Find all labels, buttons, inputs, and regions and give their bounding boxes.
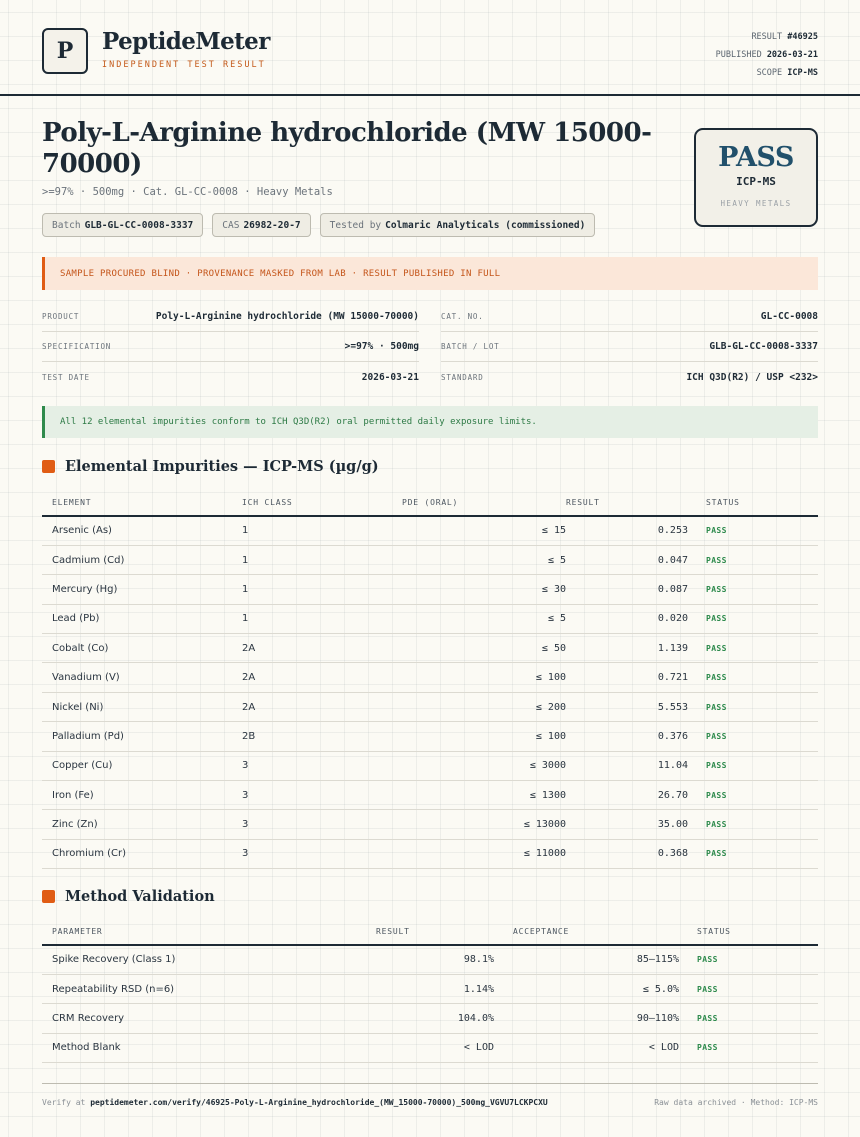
info-label: BATCH / LOT	[441, 342, 500, 351]
blind-procurement-notice: SAMPLE PROCURED BLIND · PROVENANCE MASKED FROM LAB · RESULT PUBLISHED IN FULL	[42, 257, 818, 290]
validation-table	[42, 918, 818, 1063]
element-cell: Cadmium (Cd)	[42, 545, 242, 574]
column-header-parameter: PARAMETER	[42, 918, 342, 945]
element-cell: Lead (Pb)	[42, 604, 242, 633]
meta-scope-value: ICP-MS	[787, 68, 818, 78]
pde-cell: ≤ 15	[402, 516, 566, 545]
parameter-cell: Spike Recovery (Class 1)	[42, 945, 342, 974]
info-row-standard	[441, 362, 818, 392]
validation-title-text: Method Validation	[65, 888, 215, 905]
pde-cell: ≤ 1300	[402, 781, 566, 810]
element-cell: Zinc (Zn)	[42, 810, 242, 839]
info-row-batch-lot	[441, 332, 818, 362]
table-row	[42, 575, 818, 604]
status-badge: PASS	[688, 604, 818, 633]
result-cell: 0.020	[566, 604, 688, 633]
result-cell: 1.139	[566, 634, 688, 663]
ich-class-cell: 1	[242, 575, 402, 604]
status-badge: PASS	[688, 663, 818, 692]
report-header	[0, 0, 860, 96]
info-label: PRODUCT	[42, 312, 80, 321]
pde-cell: ≤ 100	[402, 663, 566, 692]
parameter-cell: CRM Recovery	[42, 1004, 342, 1033]
status-badge: PASS	[688, 781, 818, 810]
table-row	[42, 545, 818, 574]
table-row	[42, 839, 818, 868]
impurities-table-body	[42, 516, 818, 869]
result-cell: 0.376	[566, 722, 688, 751]
brand-logo: P	[42, 28, 88, 74]
element-cell: Copper (Cu)	[42, 751, 242, 780]
status-badge: PASS	[679, 974, 818, 1003]
column-header-result: RESULT	[342, 918, 494, 945]
meta-scope-label: SCOPE	[756, 68, 783, 78]
product-subtitle: >=97% · 500mg · Cat. GL-CC-0008 · Heavy Metals	[42, 186, 333, 198]
table-row	[42, 634, 818, 663]
brand-tagline: INDEPENDENT TEST RESULT	[102, 60, 266, 70]
result-cell: 26.70	[566, 781, 688, 810]
section-marker-icon	[42, 890, 55, 903]
status-badge: PASS	[688, 751, 818, 780]
verify-label: Verify at	[42, 1098, 86, 1107]
info-row-cat-no	[441, 302, 818, 332]
info-label: SPECIFICATION	[42, 342, 112, 351]
ich-class-cell: 2A	[242, 663, 402, 692]
info-row-product	[42, 302, 419, 332]
info-value: ICH Q3D(R2) / USP <232>	[686, 371, 818, 383]
status-badge: PASS	[688, 545, 818, 574]
meta-scope	[716, 64, 818, 82]
element-cell: Vanadium (V)	[42, 663, 242, 692]
info-value: GLB-GL-CC-0008-3337	[709, 341, 818, 352]
brand-name: PeptideMeter	[102, 28, 270, 55]
column-header-status: STATUS	[679, 918, 818, 945]
pde-cell: ≤ 30	[402, 575, 566, 604]
element-cell: Cobalt (Co)	[42, 634, 242, 663]
conformance-banner: All 12 elemental impurities conform to ICH Q3D(R2) oral permitted daily exposure limits.	[42, 406, 818, 438]
chip-value: 26982-20-7	[243, 219, 301, 231]
status-badge: PASS	[679, 1004, 818, 1033]
status-badge: PASS	[688, 810, 818, 839]
result-cell: 0.368	[566, 839, 688, 868]
product-info-grid	[42, 302, 818, 392]
element-cell: Palladium (Pd)	[42, 722, 242, 751]
info-column-left	[42, 302, 419, 392]
column-header-result: RESULT	[566, 489, 688, 516]
chip-label: CAS	[222, 219, 240, 231]
chip-label: Batch	[52, 219, 81, 231]
status-badge: PASS	[688, 839, 818, 868]
tested-by-chip	[320, 213, 596, 237]
stamp-method: ICP-MS	[736, 175, 776, 188]
pde-cell: ≤ 5	[402, 604, 566, 633]
stamp-verdict: PASS	[718, 142, 794, 173]
impurities-table	[42, 489, 818, 869]
table-row	[42, 692, 818, 721]
impurities-header-row	[42, 489, 818, 516]
table-row	[42, 663, 818, 692]
pde-cell: ≤ 100	[402, 722, 566, 751]
info-value: GL-CC-0008	[760, 311, 818, 322]
impurities-section-title	[42, 458, 379, 475]
ich-class-cell: 2B	[242, 722, 402, 751]
info-label: CAT. NO.	[441, 312, 484, 321]
acceptance-cell: 85–115%	[494, 945, 679, 974]
pde-cell: ≤ 3000	[402, 751, 566, 780]
info-row-specification	[42, 332, 419, 362]
verify-line	[42, 1098, 548, 1107]
status-badge: PASS	[679, 1033, 818, 1062]
pass-stamp	[694, 128, 818, 227]
table-row	[42, 974, 818, 1003]
status-badge: PASS	[688, 722, 818, 751]
table-row	[42, 810, 818, 839]
info-label: TEST DATE	[42, 372, 90, 382]
result-cell: 35.00	[566, 810, 688, 839]
report-footer	[42, 1083, 818, 1107]
batch-chip	[42, 213, 203, 237]
result-cell: < LOD	[342, 1033, 494, 1062]
table-row	[42, 722, 818, 751]
table-row	[42, 604, 818, 633]
status-badge: PASS	[688, 575, 818, 604]
status-badge: PASS	[688, 516, 818, 545]
pde-cell: ≤ 5	[402, 545, 566, 574]
ich-class-cell: 2A	[242, 692, 402, 721]
parameter-cell: Method Blank	[42, 1033, 342, 1062]
ich-class-cell: 3	[242, 810, 402, 839]
column-header-pde: PDE (ORAL)	[402, 489, 566, 516]
product-title: Poly-L-Arginine hydrochloride (MW 15000-70000)	[42, 118, 652, 179]
result-cell: 0.047	[566, 545, 688, 574]
column-header-acceptance: ACCEPTANCE	[494, 918, 679, 945]
acceptance-cell: 90–110%	[494, 1004, 679, 1033]
info-row-test-date	[42, 362, 419, 392]
element-cell: Chromium (Cr)	[42, 839, 242, 868]
parameter-cell: Repeatability RSD (n=6)	[42, 974, 342, 1003]
cas-chip	[212, 213, 310, 237]
meta-published-value: 2026-03-21	[766, 50, 818, 60]
validation-header-row	[42, 918, 818, 945]
column-header-element: ELEMENT	[42, 489, 242, 516]
pde-cell: ≤ 200	[402, 692, 566, 721]
verify-link[interactable]: peptidemeter.com/verify/46925-Poly-L-Arginine_hydrochloride_(MW_15000-70000)_500mg_VGVU7LCKPCXU	[90, 1098, 548, 1107]
section-marker-icon	[42, 460, 55, 473]
table-row	[42, 945, 818, 974]
info-label: STANDARD	[441, 372, 484, 382]
acceptance-cell: < LOD	[494, 1033, 679, 1062]
result-cell: 0.087	[566, 575, 688, 604]
product-chips	[42, 213, 595, 237]
result-cell: 1.14%	[342, 974, 494, 1003]
validation-table-body	[42, 945, 818, 1063]
validation-section-title	[42, 888, 215, 905]
status-badge: PASS	[679, 945, 818, 974]
ich-class-cell: 1	[242, 516, 402, 545]
pde-cell: ≤ 13000	[402, 810, 566, 839]
status-badge: PASS	[688, 634, 818, 663]
chip-value: Colmaric Analyticals (commissioned)	[385, 219, 586, 231]
result-cell: 11.04	[566, 751, 688, 780]
element-cell: Nickel (Ni)	[42, 692, 242, 721]
element-cell: Mercury (Hg)	[42, 575, 242, 604]
table-row	[42, 751, 818, 780]
meta-result-value: #46925	[787, 32, 818, 42]
archive-note: Raw data archived · Method: ICP-MS	[654, 1098, 818, 1107]
element-cell: Arsenic (As)	[42, 516, 242, 545]
chip-label: Tested by	[329, 219, 382, 231]
result-cell: 98.1%	[342, 945, 494, 974]
info-value: 2026-03-21	[361, 371, 419, 383]
column-header-ich-class: ICH CLASS	[242, 489, 402, 516]
ich-class-cell: 2A	[242, 634, 402, 663]
table-row	[42, 781, 818, 810]
column-header-status: STATUS	[688, 489, 818, 516]
ich-class-cell: 1	[242, 545, 402, 574]
meta-result	[716, 28, 818, 46]
meta-published	[716, 46, 818, 64]
ich-class-cell: 3	[242, 781, 402, 810]
stamp-scope: HEAVY METALS	[720, 199, 792, 208]
table-row	[42, 1033, 818, 1062]
acceptance-cell: ≤ 5.0%	[494, 974, 679, 1003]
pde-cell: ≤ 11000	[402, 839, 566, 868]
info-value: Poly-L-Arginine hydrochloride (MW 15000-70000)	[155, 311, 419, 322]
meta-result-label: RESULT	[751, 32, 783, 42]
meta-published-label: PUBLISHED	[715, 50, 762, 60]
info-column-right	[441, 302, 818, 392]
ich-class-cell: 1	[242, 604, 402, 633]
ich-class-cell: 3	[242, 839, 402, 868]
result-cell: 0.721	[566, 663, 688, 692]
chip-value: GLB-GL-CC-0008-3337	[84, 219, 194, 231]
table-row	[42, 516, 818, 545]
result-cell: 5.553	[566, 692, 688, 721]
result-cell: 104.0%	[342, 1004, 494, 1033]
element-cell: Iron (Fe)	[42, 781, 242, 810]
table-row	[42, 1004, 818, 1033]
status-badge: PASS	[688, 692, 818, 721]
impurities-title-text: Elemental Impurities — ICP-MS (µg/g)	[65, 458, 379, 475]
result-cell: 0.253	[566, 516, 688, 545]
info-value: >=97% · 500mg	[344, 341, 419, 352]
pde-cell: ≤ 50	[402, 634, 566, 663]
report-meta	[716, 28, 818, 82]
ich-class-cell: 3	[242, 751, 402, 780]
